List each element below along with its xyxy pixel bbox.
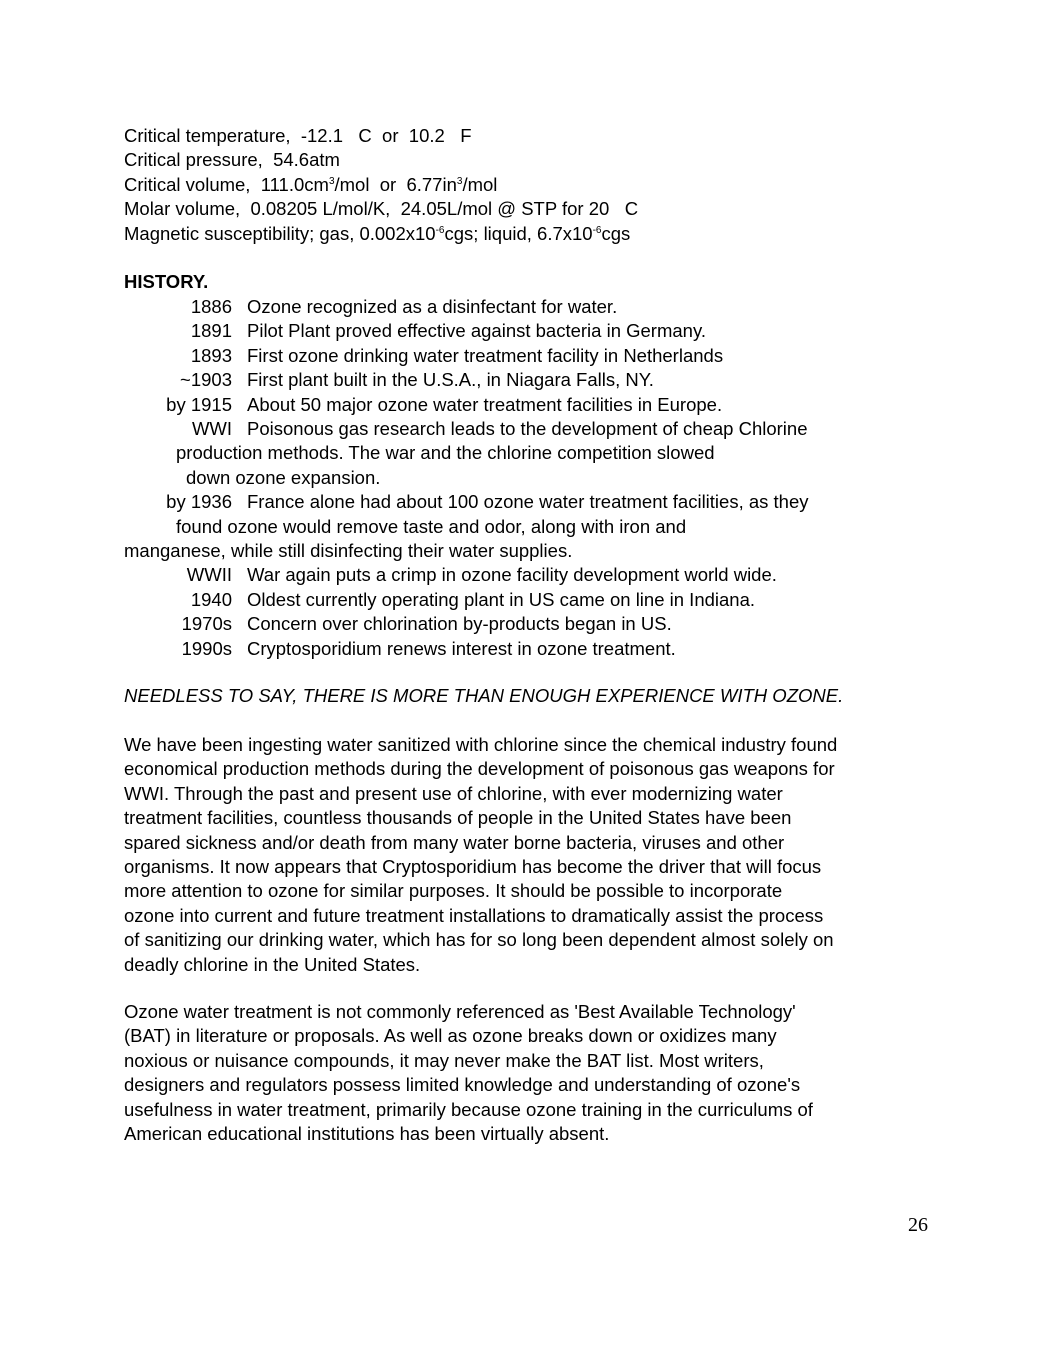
property-molar-volume: Molar volume, 0.08205 L/mol/K, 24.05L/mol @ STP for 20 C [124, 198, 639, 220]
history-event-text: First plant built in the U.S.A., in Niagara Falls, NY. [247, 369, 654, 391]
history-event-text: War again puts a crimp in ozone facility development world wide. [247, 564, 777, 586]
history-event [124, 368, 944, 392]
paragraph-bat [124, 1000, 934, 1146]
property-critical-pressure: Critical pressure, 54.6atm [124, 149, 340, 171]
paragraph-line: We have been ingesting water sanitized with chlorine since the chemical industry found [124, 734, 838, 755]
history-event-text: France alone had about 100 ozone water treatment facilities, as they [247, 491, 809, 513]
history-event-year: 1940 [190, 588, 232, 610]
paragraph-line: (BAT) in literature or proposals. As well as ozone breaks down or oxidizes many [124, 1025, 777, 1047]
history-event [124, 295, 944, 319]
page-number: 26 [908, 1214, 928, 1236]
paragraph-line: more attention to ozone for similar purposes. It should be possible to incorporate [124, 880, 783, 902]
history-event [124, 612, 944, 636]
history-event [124, 490, 944, 514]
history-event-year: by 1915 [166, 393, 232, 415]
history-event-text: Concern over chlorination by-products began in US. [247, 613, 672, 635]
history-continuation-line: found ozone would remove taste and odor, along with iron and [176, 515, 687, 537]
paragraph-line: of sanitizing our drinking water, which has for so long been dependent almost solely on [124, 929, 834, 951]
property-magnetic-susceptibility: Magnetic susceptibility; gas, $0.002x10^{-6}cgs$; liquid, $6.7x10^{-6}cgs$ [124, 222, 631, 244]
history-heading: HISTORY. [124, 271, 209, 292]
history-timeline [124, 295, 944, 661]
tagline: NEEDLESS TO SAY, THERE IS MORE THAN ENOUGH EXPERIENCE WITH OZONE. [124, 685, 844, 706]
history-event-text: Pilot Plant proved effective against bacteria in Germany. [247, 320, 706, 342]
history-event-year: WWII [186, 564, 232, 586]
paragraph-line: treatment facilities, countless thousands of people in the United States have been [124, 807, 792, 829]
paragraph-chlorine [124, 733, 934, 977]
paragraph-line: organisms. It now appears that Cryptosporidium has become the driver that will focus [124, 856, 822, 878]
history-event-year: 1886 [190, 296, 232, 317]
paragraph-line: WWI. Through the past and present use of chlorine, with ever modernizing water [124, 782, 783, 804]
property-critical-temperature: Critical temperature, -12.1 C or 10.2 F [124, 125, 472, 146]
history-event-text: Cryptosporidium renews interest in ozone treatment. [247, 637, 676, 659]
history-event-year: 1893 [190, 344, 232, 366]
paragraph-line: designers and regulators possess limited knowledge and understanding of ozone's [124, 1074, 801, 1096]
history-event-year: 1990s [181, 637, 232, 659]
history-event [124, 637, 944, 661]
properties-list [124, 124, 638, 246]
paragraph-line: American educational institutions has been virtually absent. [124, 1123, 610, 1145]
history-event-text: About 50 major ozone water treatment facilities in Europe. [247, 393, 723, 415]
paragraph-line: noxious or nuisance compounds, it may never make the BAT list. Most writers, [124, 1049, 764, 1071]
history-event-year: 1970s [181, 613, 232, 635]
paragraph-line: usefulness in water treatment, primarily because ozone training in the curriculums of [124, 1098, 813, 1120]
paragraph-line: spared sickness and/or death from many water borne bacteria, viruses and other [124, 831, 785, 853]
history-event-year: ~1903 [180, 369, 232, 391]
history-event-text: Ozone recognized as a disinfectant for water. [247, 296, 618, 317]
paragraph-line: deadly chlorine in the United States. [124, 953, 421, 975]
history-continuation-line: down ozone expansion. [186, 466, 381, 488]
history-event-year: 1891 [190, 320, 232, 342]
history-event-text: First ozone drinking water treatment facility in Netherlands [247, 344, 724, 366]
paragraph-line: economical production methods during the development of poisonous gas weapons for [124, 758, 835, 780]
history-event-text: Oldest currently operating plant in US came on line in Indiana. [247, 588, 756, 610]
history-event-year: WWI [191, 417, 232, 439]
paragraph-line: ozone into current and future treatment installations to dramatically assist the process [124, 904, 824, 926]
history-event [124, 417, 944, 441]
history-event [124, 319, 944, 343]
property-critical-volume: Critical volume, $111.0cm^3$/mol or $6.77in^3$/mol [124, 173, 498, 195]
history-event-text: Poisonous gas research leads to the development of cheap Chlorine [247, 417, 808, 439]
history-event-year: by 1936 [166, 491, 232, 513]
history-event [124, 588, 944, 612]
history-event [124, 344, 944, 368]
history-event [124, 563, 944, 587]
history-event [124, 393, 944, 417]
history-continuation-line: production methods. The war and the chlorine competition slowed [176, 442, 715, 464]
paragraph-line: Ozone water treatment is not commonly referenced as 'Best Available Technology' [124, 1001, 796, 1022]
history-continuation-line: manganese, while still disinfecting their water supplies. [124, 539, 573, 561]
